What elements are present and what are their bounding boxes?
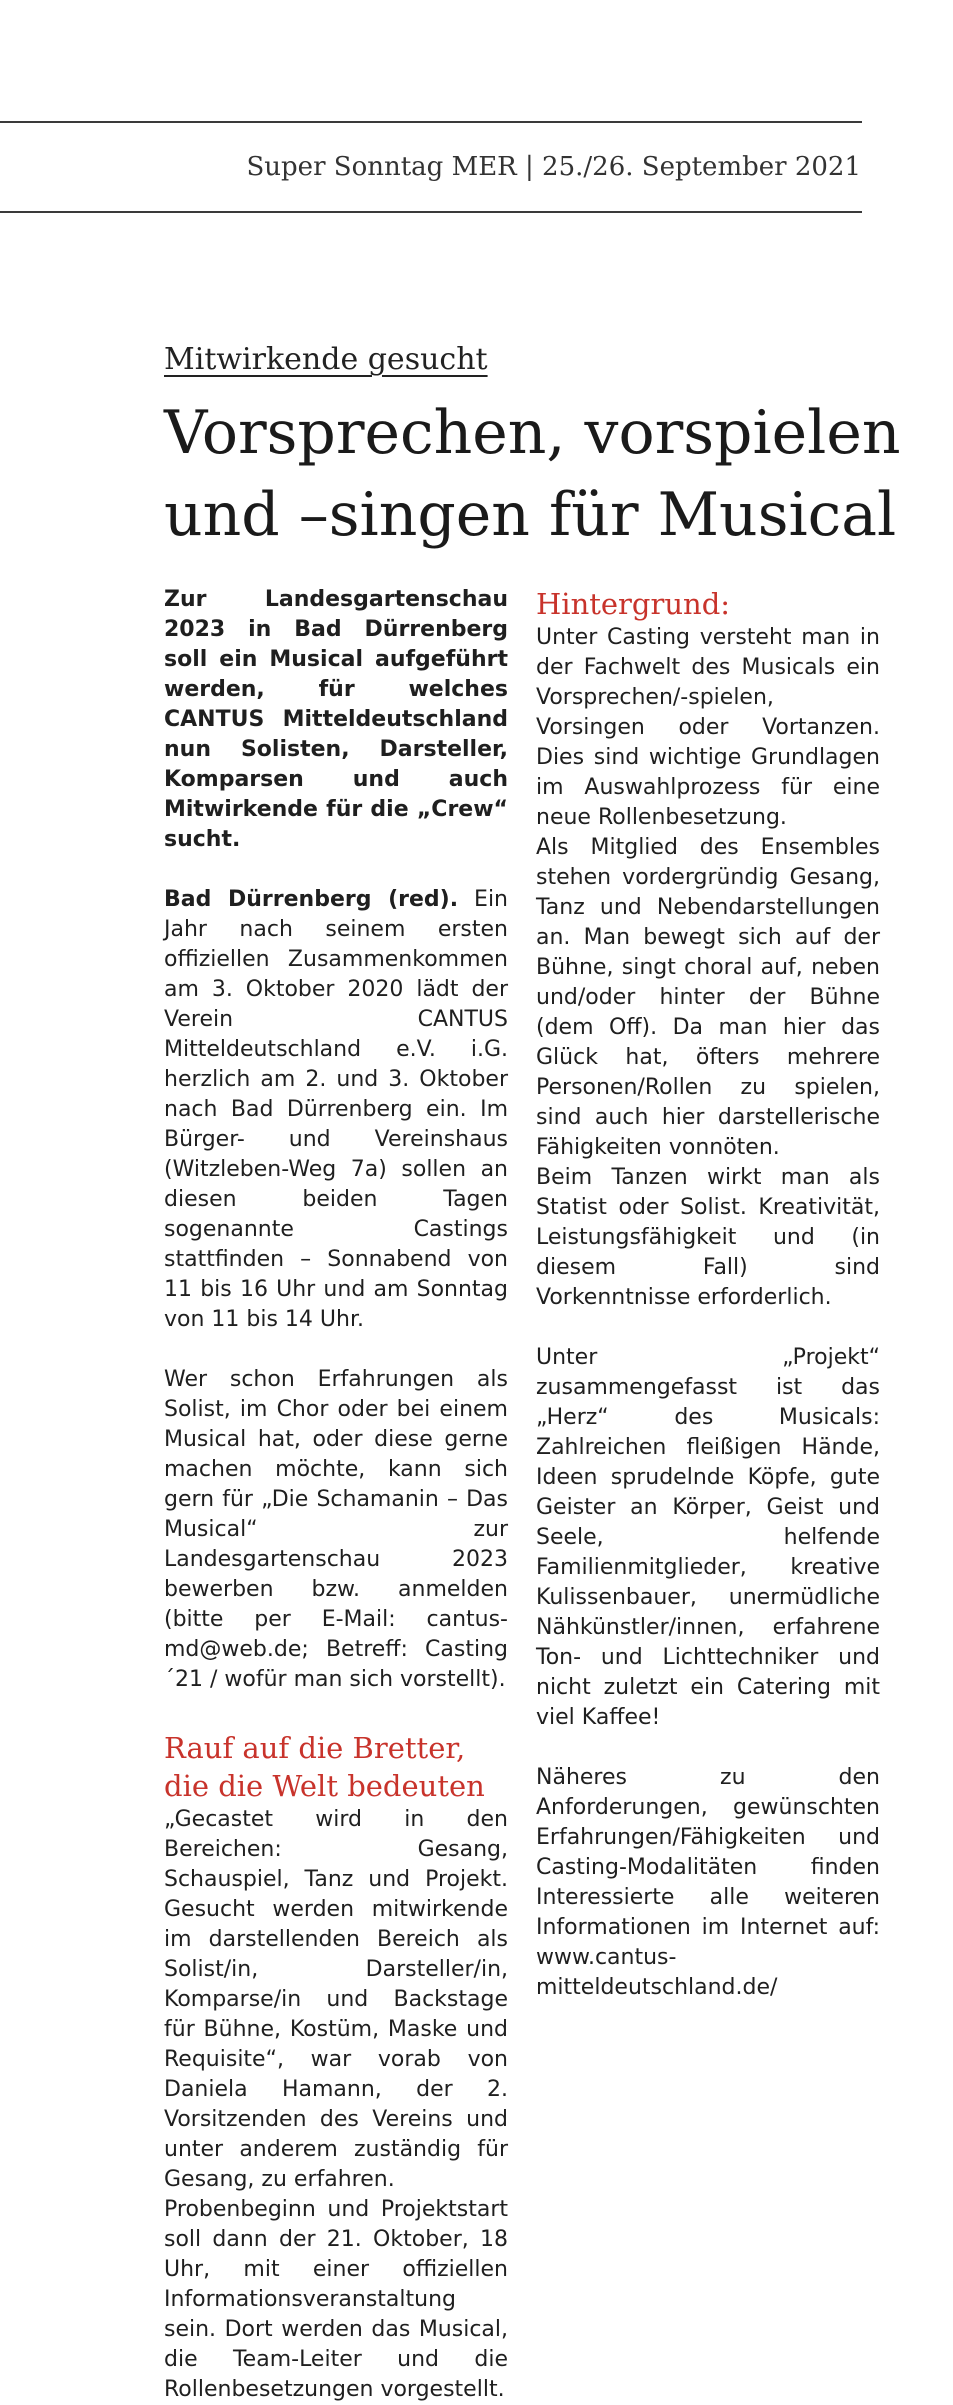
article-paragraph: Probenbeginn und Projektstart soll dann der 21. Oktober, 18 Uhr, mit einer offiziellen Informationsveranstaltung sein. Dort werden das Musical, die Team-Leiter und die Rollenbesetzungen vorgestellt. — [164, 2197, 508, 2402]
article-column-right — [536, 585, 880, 2003]
article-paragraph: Als Mitglied des Ensembles stehen vordergründig Gesang, Tanz und Nebendarstellungen an. Man bewegt sich auf der Bühne, singt choral auf, neben und/oder hinter der Bühne (dem Off). Da man hier das Glück hat, öfters mehrere Personen/Rollen zu spielen, sind auch hier darstellerische Fähigkeiten vonnöten. — [536, 835, 880, 1160]
article-paragraph — [164, 885, 508, 1335]
paragraph-text: Ein Jahr nach seinem ersten offiziellen Zusammenkommen am 3. Oktober 2020 lädt der Verein CANTUS Mitteldeutschland e.V. i.G. herzlich am 2. und 3. Oktober nach Bad Dürrenberg ein. Im Bürger- und Vereinshaus (Witzleben-Weg 7a) sollen an diesen beiden Tagen sogenannte Castings stattfinden – Sonnabend von 11 bis 16 Uhr und am Sonntag von 11 bis 14 Uhr. — [164, 887, 508, 1332]
article-paragraph: Wer schon Erfahrungen als Solist, im Chor oder bei einem Musical hat, oder diese gerne machen möchte, kann sich gern für „Die Schamanin – Das Musical“ zur Landesgartenschau 2023 bewerben bzw. anmelden (bitte per E-Mail: cantus-md@web.de; Betreff: Casting ´21 / wofür man sich vorstellt). — [164, 1367, 508, 1692]
article-column-left — [164, 585, 508, 2405]
dateline: Bad Dürrenberg (red). — [164, 887, 459, 912]
article-kicker: Mitwirkende gesucht — [164, 342, 488, 377]
article-paragraph: Näheres zu den Anforderungen, gewünschten Erfahrungen/Fähigkeiten und Casting-Modalitäten finden Interessierte alle weiteren Informationen im Internet auf: www.cantus-mitteldeutschland.de/ — [536, 1765, 880, 2000]
article-paragraph: Unter Casting versteht man in der Fachwelt des Musicals ein Vorsprechen/-spielen, Vorsingen oder Vortanzen. Dies sind wichtige Grundlagen im Auswahlprozess für eine neue Rollenbesetzung. — [536, 625, 880, 830]
article-lead: Zur Landesgartenschau 2023 in Bad Dürrenberg soll ein Musical aufgeführt werden, für welches CANTUS Mitteldeutschland nun Solisten, Darsteller, Komparsen und auch Mitwirkende für die „Crew“ sucht. — [164, 587, 508, 852]
subheading: Rauf auf die Bretter, die die Welt bedeuten — [164, 1731, 485, 1803]
article-paragraph: Beim Tanzen wirkt man als Statist oder Solist. Kreativität, Leistungsfähigkeit und (in diesem Fall) sind Vorkenntnisse erforderlich. — [536, 1165, 880, 1310]
top-rule — [0, 121, 862, 123]
publication-line: Super Sonntag MER | 25./26. September 2021 — [246, 152, 861, 182]
subheading: Hintergrund: — [536, 587, 731, 621]
article-paragraph: Unter „Projekt“ zusammengefasst ist das „Herz“ des Musicals: Zahlreichen fleißigen Hände, Ideen sprudelnde Köpfe, gute Geister an Körper, Geist und Seele, helfende Familienmitglieder, kreative Kulissenbauer, unermüdliche Nähkünstler/innen, erfahrene Ton- und Lichttechniker und nicht zuletzt ein Catering mit viel Kaffee! — [536, 1345, 880, 1730]
header-rule — [0, 211, 862, 213]
article-paragraph: „Gecastet wird in den Bereichen: Gesang, Schauspiel, Tanz und Projekt. Gesucht werden mitwirkende im darstellenden Bereich als Solist/in, Darsteller/in, Komparse/in und Backstage für Bühne, Kostüm, Maske und Requisite“, war vorab von Daniela Hamann, der 2. Vorsitzenden des Vereins und unter anderem zuständig für Gesang, zu erfahren. — [164, 1807, 508, 2192]
article-headline: Vorsprechen, vorspielen und –singen für Musical — [164, 398, 901, 550]
